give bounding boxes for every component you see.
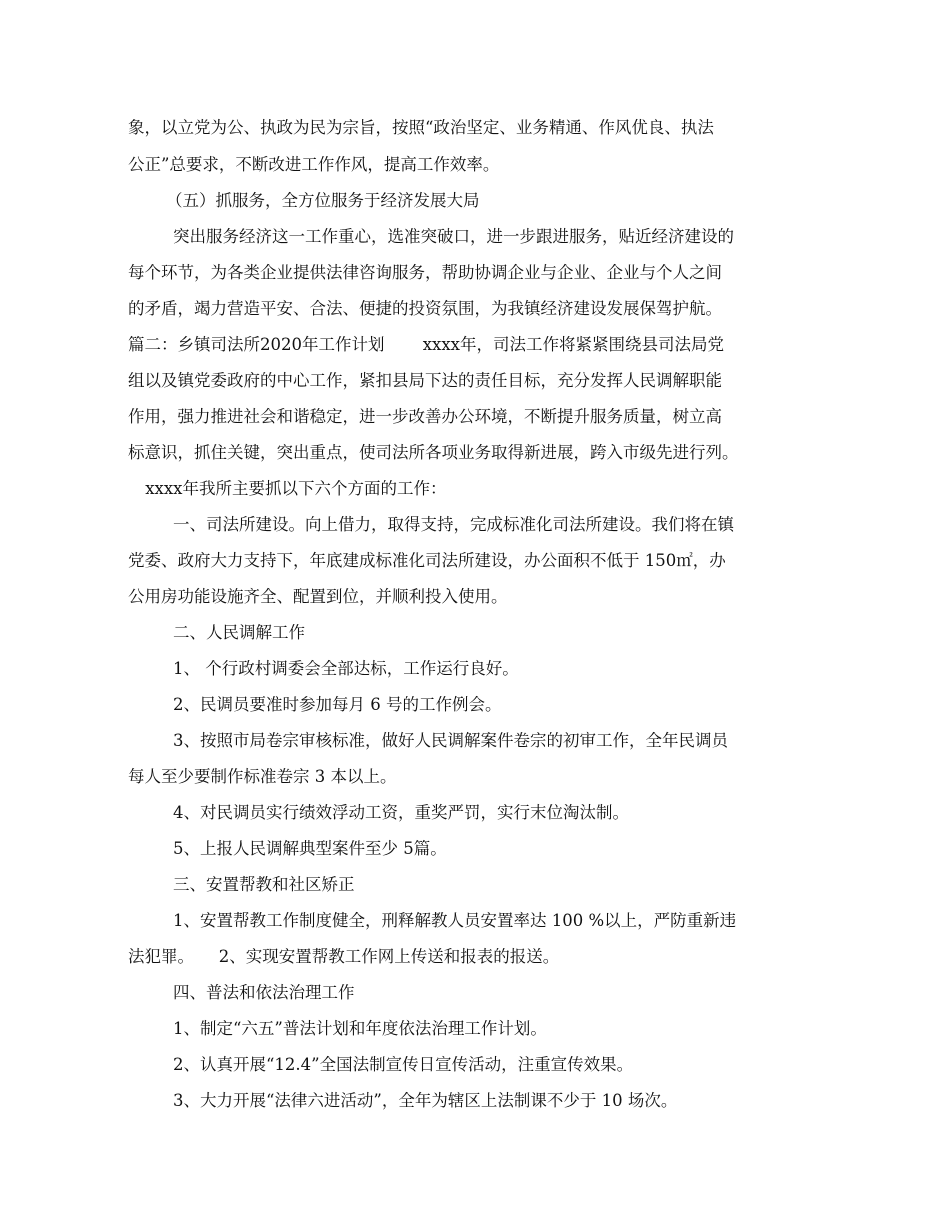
list-item: 3、按照市局卷宗审核标准，做好人民调解案件卷宗的初审工作，全年民调员 [173, 731, 728, 750]
text-line: 标意识，抓住关键，突出重点，使司法所各项业务取得新进展，跨入市级先进行列。 [128, 443, 739, 462]
text-line: 每人至少要制作标准卷宗 3 本以上。 [128, 767, 397, 786]
text-line: 象，以立党为公、执政为民为宗旨，按照“政治坚定、业务精通、作风优良、执法 [128, 118, 714, 137]
list-item: 1、 个行政村调委会全部达标，工作运行良好。 [173, 659, 519, 678]
list-item: 3、大力开展“法律六进活动”，全年为辖区上法制课不少于 10 场次。 [173, 1091, 678, 1110]
text-line: 作用，强力推进社会和谐稳定，进一步改善办公环境，不断提升服务质量，树立高 [128, 407, 722, 426]
list-item: 1、制定“六五”普法计划和年度依法治理工作计划。 [173, 1019, 547, 1038]
text-line: 突出服务经济这一工作重心，选准突破口，进一步跟进服务，贴近经济建设的 [173, 227, 734, 246]
text-line: 每个环节，为各类企业提供法律咨询服务，帮助协调企业与企业、企业与个人之间 [128, 263, 722, 282]
list-item: 1、安置帮教工作制度健全，刑释解教人员安置率达 100 %以上，严防重新违 [173, 911, 737, 930]
section-heading: 二、人民调解工作 [173, 623, 305, 642]
text-line: 公正”总要求，不断改进工作作风，提高工作效率。 [128, 155, 500, 174]
section-title-line: 篇二：乡镇司法所2020年工作计划 xxxx年，司法工作将紧紧围绕县司法局党 [128, 335, 724, 354]
list-item: 5、上报人民调解典型案件至少 5篇。 [173, 839, 447, 858]
section-heading: 四、普法和依法治理工作 [173, 983, 355, 1002]
text-line: 公用房功能设施齐全、配置到位，并顺利投入使用。 [128, 587, 508, 606]
list-item: 2、民调员要准时参加每月 6 号的工作例会。 [173, 695, 502, 714]
text-line: 的矛盾，竭力营造平安、合法、便捷的投资氛围，为我镇经济建设发展保驾护航。 [128, 299, 722, 318]
text-line: 党委、政府大力支持下，年底建成标准化司法所建设，办公面积不低于 150㎡，办 [128, 551, 726, 570]
list-item: 2、认真开展“12.4”全国法制宣传日宣传活动，注重宣传效果。 [173, 1055, 634, 1074]
text-line: xxxx年我所主要抓以下六个方面的工作： [140, 479, 447, 498]
text-line: 组以及镇党委政府的中心工作，紧扣县局下达的责任目标，充分发挥人民调解职能 [128, 371, 722, 390]
text-line: 一、司法所建设。向上借力，取得支持，完成标准化司法所建设。我们将在镇 [173, 515, 734, 534]
text-line: 法犯罪。 2、实现安置帮教工作网上传送和报表的报送。 [128, 947, 560, 966]
list-item: 4、对民调员实行绩效浮动工资，重奖严罚，实行末位淘汰制。 [173, 803, 629, 822]
section-heading: 三、安置帮教和社区矫正 [173, 875, 355, 894]
section-heading: （五）抓服务，全方位服务于经济发展大局 [166, 191, 480, 210]
